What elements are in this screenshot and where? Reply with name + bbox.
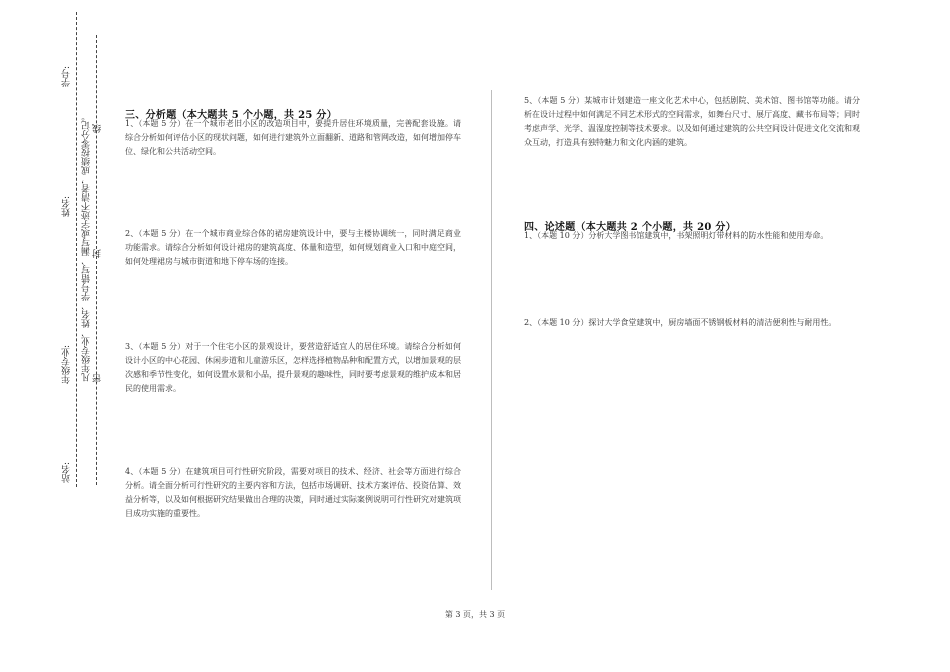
question-3-5: 5、（本题 5 分）某城市计划建造一座文化艺术中心，包括剧院、美术馆、图书馆等功能。请分析在设计过程中如何满足不同艺术形式的空间需求，如舞台尺寸、展厅高度、藏书布局等；同时考虑声学、光学、温湿度控制等技术要求。以及如何通过建筑的公共空间设计促进文化交流和观众互动，打造具有独特魅力和文化内涵的建筑。 [524,96,860,147]
seal-char-xian: 线 [93,124,103,133]
question-4-1: 1、（本题 10 分）分析大学图书馆建筑中，书架照明灯带材料的防水性能和使用寿命。 [524,231,829,240]
binding-dashed-line-inner [96,35,97,485]
question-4-2: 2、（本题 10 分）探讨大学食堂建筑中，厨房墙面不锈钢板材料的清洁便利性与耐用性。 [524,318,837,327]
binding-notice: 凡年级专业、姓名、学号错写、漏写或字迹不清者，成绩按零分记。 [82,112,92,382]
question-3-3: 3、（本题 5 分）对于一个住宅小区的景观设计，要营造舒适宜人的居住环境。请综合分析如何设计小区的中心花园、休闲步道和儿童游乐区，怎样选择植物品种和配置方式，以增加景观的层次感和季节性变化，如何设置水景和小品，提升景观的趣味性，同时要考虑景观的维护成本和居民的使用需求。 [125,342,461,393]
question-3-1: 1、（本题 5 分）在一个城市老旧小区的改造项目中，要提升居住环境质量，完善配套设施。请综合分析如何评估小区的现状问题，如何进行建筑外立面翻新、道路和管网改造，如何增加停车位、绿化和公共活动空间。 [125,119,461,156]
page-number: 第 3 页，共 3 页 [444,610,506,619]
seal-char-mi: 密 [93,374,103,383]
column-divider [491,90,492,590]
name-label: 姓名: [62,196,72,218]
student-id-label: 学号: [62,66,72,88]
section4-title: 四、论述题（本大题共 2 个小题，共 20 分） [524,222,736,233]
seal-char-feng: 封 [93,249,103,258]
question-3-4: 4、（本题 5 分）在建筑项目可行性研究阶段，需要对项目的技术、经济、社会等方面进行综合分析。请全面分析可行性研究的主要内容和方法，包括市场调研、技术方案评估、投资估算、效益分析等，以及如何根据研究结果做出合理的决策，同时通过实际案例说明可行性研究对建筑项目成功实施的重要性。 [125,467,461,518]
question-3-2: 2、（本题 5 分）在一个城市商业综合体的裙房建筑设计中，要与主楼协调统一，同时满足商业功能需求。请综合分析如何设计裙房的建筑高度、体量和造型，如何规划商业入口和中庭空间，如何处理裙房与城市街道和地下停车场的连接。 [125,229,461,266]
binding-dashed-line-outer [76,12,77,487]
section3-title: 三、分析题（本大题共 5 个小题，共 25 分） [125,110,337,121]
station-label: 站名: [62,462,72,484]
grade-major-label: 年级专业: [62,345,72,385]
